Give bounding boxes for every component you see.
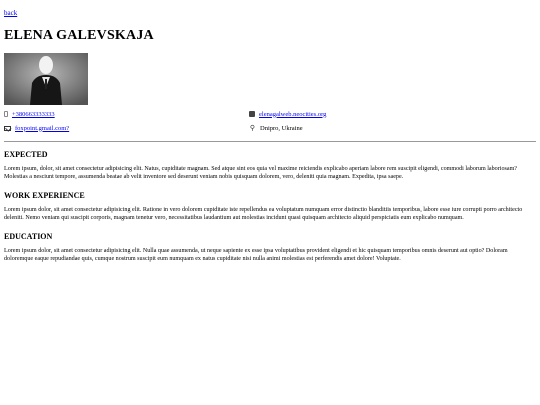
phone-icon: [4, 111, 8, 117]
back-link[interactable]: back: [4, 9, 18, 17]
section-text-education: Lorem ipsum dolor, sit amet consectetur adipisicing elit. Nulla quae assumenda, ut neque sapiente ex esse ipsa voluptatibus provident eligendi et hic quisquam temporibus omnis deserunt aut optio? Doloram doloremque eaque repudiandae quis, cumque nostrum suscipit eum numquam ex natus cupiditate nisi nulla animi molestias est perferendis amet dolore! Voluptate.: [4, 248, 508, 262]
location-text: Dnipro, Ukraine: [260, 124, 303, 132]
contact-email: [4, 123, 249, 133]
phone-link[interactable]: +380663333333: [12, 110, 55, 118]
section-text-work: Lorem ipsum dolor, sit amet consectetur adipisicing elit. Ratione in vero dolorem cupiditate iste repellendus ea voluptatum numquam error distinctio blanditiis temporibus, labore esse iure corrupti porro architecto deleniti. Nemo veniam qui suscipit corporis, magnam tenetur vero, necessitatibus laudantium aut molestias incidunt quasi quisquam architecto aliquid perspiciatis eum explicabo numquam.: [4, 207, 523, 221]
location-icon: ⚲: [249, 123, 256, 132]
section-text-expected: Lorem ipsum, dolor, sit amet consectetur adipisicing elit. Natus, cupiditate magnam. Sed atque sint eos quia vel maxime reiciendis explicabo aperiam labore rem suscipit eligendi, commodi laborum laboriosam? Molestias a nesciunt tempore, assumenda beatae ab velit inventore sed deserunt veniam nobis quisquam dolorem, vero, deleniti quia magnam. Expedita, ipsa saepe.: [4, 166, 518, 180]
contact-web: [249, 109, 494, 119]
contact-phone: [4, 109, 249, 119]
portrait-photo-icon: [4, 53, 88, 105]
profile-photo: [4, 53, 88, 105]
web-link[interactable]: elenagalweb.neocities.org: [259, 110, 327, 118]
section-title-expected: EXPECTED: [4, 150, 48, 159]
divider: [4, 141, 536, 142]
mail-icon: [4, 126, 11, 131]
section-title-work: WORK EXPERIENCE: [4, 191, 85, 200]
web-icon: [249, 111, 255, 117]
section-title-education: EDUCATION: [4, 232, 53, 241]
page-title: ELENA GALEVSKAJA: [4, 28, 154, 43]
email-link[interactable]: foxpoint.gmail.com?: [15, 124, 70, 132]
contact-list: [4, 109, 536, 133]
contact-location: [249, 123, 494, 133]
